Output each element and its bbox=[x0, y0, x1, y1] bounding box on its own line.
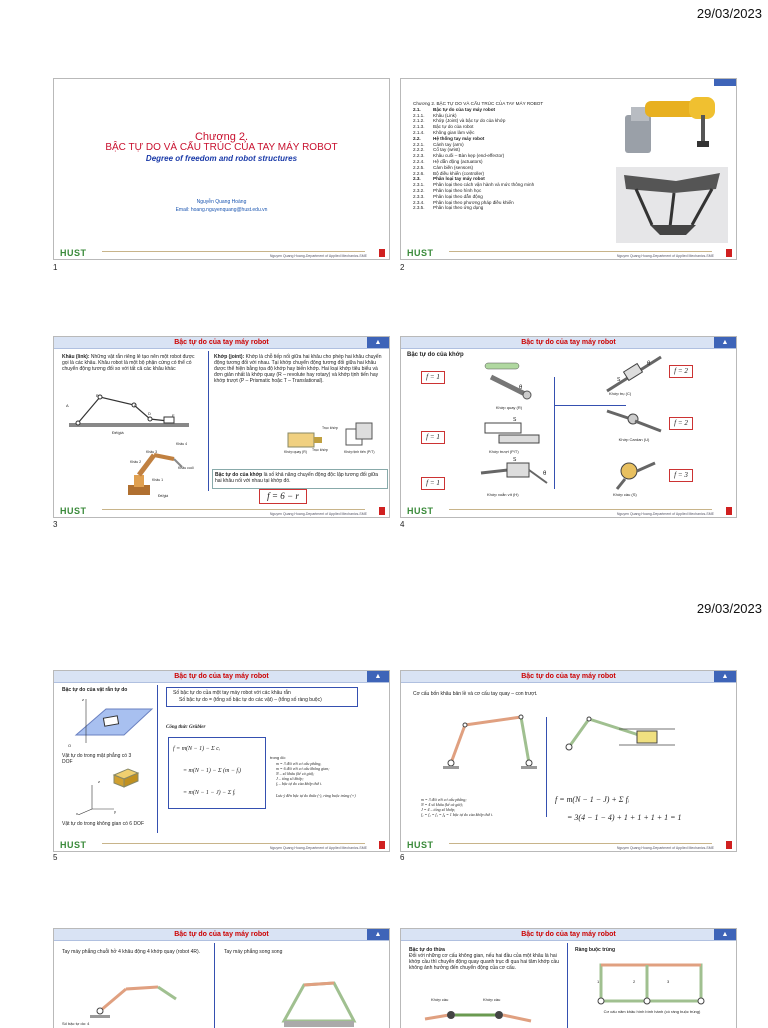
slide3-number: 3 bbox=[53, 520, 58, 529]
slide4-number: 4 bbox=[400, 520, 405, 529]
axis-o: O bbox=[68, 743, 72, 748]
toc-item-number: 2.1.2. bbox=[413, 118, 425, 124]
label-E: E bbox=[172, 413, 175, 418]
slide6-legend bbox=[421, 797, 541, 817]
divider bbox=[567, 943, 568, 1028]
num-3: 3 bbox=[667, 979, 670, 984]
toc-item bbox=[413, 205, 603, 211]
divider-vertical bbox=[554, 377, 555, 489]
slide5-footer bbox=[54, 839, 389, 851]
label-cylindrical: Khớp trụ (C) bbox=[609, 391, 632, 396]
slide7-bottom-text: Số bậc tự do: 4 bbox=[62, 1021, 90, 1026]
corner-mark-icon bbox=[714, 79, 736, 86]
divider bbox=[157, 685, 158, 833]
footer-logo-icon bbox=[726, 507, 732, 515]
page-date-middle: 29/03/2023 bbox=[696, 601, 762, 616]
toc-item-number: 2.2. bbox=[413, 135, 421, 141]
toc-item-text: Bậc tự do của tay máy robot bbox=[433, 106, 496, 112]
label-B: B bbox=[96, 393, 99, 398]
scara-robot-icon bbox=[621, 89, 731, 159]
slide1-title-line1: Chương 2. bbox=[194, 131, 249, 143]
f-helical: f = 1 bbox=[421, 477, 445, 490]
sym-theta-3: θ bbox=[543, 471, 547, 477]
grubler-box bbox=[168, 737, 266, 809]
slide5-header: Bậc tự do của tay máy robot bbox=[54, 671, 389, 683]
label-pri-joint: Khớp tịnh tiến (P/T) bbox=[344, 450, 375, 454]
notes-remark: Lưu ý đến bậc tự do thừa (-), ràng buộc trùng (+) bbox=[276, 793, 356, 798]
footer-logo-icon bbox=[726, 249, 732, 257]
slide-8 bbox=[400, 928, 737, 1028]
plane-body-diagram bbox=[66, 695, 154, 747]
axis-z2: z bbox=[98, 779, 100, 784]
toc-item-number: 2.3.2. bbox=[413, 187, 425, 193]
footer-logo-icon bbox=[726, 841, 732, 849]
label-cardan: Khớp Cardan (U) bbox=[618, 437, 650, 442]
label-rev-joint: Khớp quay (R) bbox=[284, 450, 307, 454]
slide-3 bbox=[53, 336, 390, 518]
footer-line bbox=[449, 509, 712, 510]
slide-6 bbox=[400, 670, 737, 852]
toc-item-text: Phân loại theo phương pháp điều khiển bbox=[433, 199, 514, 205]
page-date-top: 29/03/2023 bbox=[696, 6, 762, 21]
hust-logo: HUST bbox=[407, 506, 434, 516]
footer-line bbox=[102, 251, 365, 252]
f-cardan: f = 2 bbox=[669, 417, 693, 430]
footer-line bbox=[102, 509, 365, 510]
num-1: 1 bbox=[597, 979, 600, 984]
toc-item-number: 2.3.1. bbox=[413, 182, 425, 188]
toc-item-text: Hệ thống tay máy robot bbox=[433, 135, 485, 141]
slide-7 bbox=[53, 928, 390, 1028]
sym-theta-1: θ bbox=[519, 385, 523, 391]
slide2-number: 2 bbox=[400, 263, 405, 272]
slide2-footer bbox=[401, 247, 736, 259]
label-spherical: Khớp cầu (S) bbox=[613, 492, 637, 497]
label-k3: Khâu 3 bbox=[146, 450, 158, 454]
slide2-toc bbox=[413, 101, 603, 211]
toc-item-number: 2.1.1. bbox=[413, 112, 425, 118]
slide5-number: 5 bbox=[53, 853, 58, 862]
label-k2: Khâu 2 bbox=[130, 460, 142, 464]
slide6-formula-2: = 3(4 − 1 − 4) + 1 + 1 + 1 + 1 = 1 bbox=[567, 813, 682, 822]
divider bbox=[214, 943, 215, 1028]
slide1-email: Email: hoang.nguyenquang@hust.edu.vn bbox=[175, 207, 268, 213]
slide8-left-text: Đối với những cơ cấu không gian, nếu hai đầu của một khâu là hai khớp cầu thì chuyển động quay quanh trục đi qua hai tâm khớp cầu không ảnh hưởng đến chuyển động của cơ cấu. bbox=[409, 953, 559, 971]
slide6-top-text: Cơ cấu bốn khâu bản lề và cơ cấu tay quay – con trượt. bbox=[413, 691, 538, 697]
slide8-right-text: Cơ cấu năm khâu hình bình hành (có ràng buộc trùng) bbox=[603, 1009, 701, 1014]
toc-item-text: Chương 2. BẬC TỰ DO VÀ CẤU TRÚC CỦA TAY MÁY ROBOT bbox=[413, 101, 544, 106]
hust-logo: HUST bbox=[60, 840, 87, 850]
toc-item-text: Cổ tay (wrist) bbox=[433, 147, 461, 153]
label-spherical-1: Khớp cầu bbox=[431, 997, 449, 1002]
footer-line bbox=[102, 843, 365, 844]
grubler-formula-3: = m(N − 1 − J) − Σ fᵢ bbox=[183, 790, 236, 796]
redundant-dof-diagram bbox=[421, 1005, 541, 1028]
slide5-plane-text: Vật tự do trong mặt phẳng có 3 DOF bbox=[62, 753, 132, 765]
hust-logo: HUST bbox=[60, 506, 87, 516]
slide7-right-text: Tay máy phẳng song song bbox=[224, 949, 283, 955]
toc-item-text: Phân loại tay máy robot bbox=[433, 176, 485, 182]
toc-item-number: 2.2.3. bbox=[413, 153, 425, 159]
toc-item-number: 2.1.3. bbox=[413, 124, 425, 130]
slide-1 bbox=[53, 78, 390, 260]
dof-formula: f = 6 − r bbox=[259, 489, 307, 504]
corner-mark-icon: ▲ bbox=[367, 337, 389, 348]
footer-logo-icon bbox=[379, 841, 385, 849]
slide-5 bbox=[53, 670, 390, 852]
label-k4: Khâu 4 bbox=[176, 442, 188, 446]
slide3-dof-text: Bậc tự do của khớp là số khả năng chuyển động độc lập tương đối giữa hai khâu nối với nhau tại khớp đó. bbox=[215, 472, 379, 484]
hust-logo: HUST bbox=[407, 840, 434, 850]
slide1-title-line2: BẬC TỰ DO VÀ CẤU TRÚC CỦA TAY MÁY ROBOT bbox=[105, 142, 338, 153]
toc-item-number: 2.3.4. bbox=[413, 199, 425, 205]
slide-4 bbox=[400, 336, 737, 518]
cardan-joint-icon bbox=[601, 401, 667, 437]
toc-item-number: 2.3. bbox=[413, 176, 421, 182]
note-line: N – số khâu (kể cả giá); bbox=[276, 771, 315, 776]
axis-y: y bbox=[114, 809, 116, 814]
axis-x: x bbox=[76, 811, 78, 816]
sym-s-2: S bbox=[513, 417, 517, 423]
toc-item-text: Cánh tay (arm) bbox=[433, 141, 464, 147]
toc-item-text: Khâu cuối – Bàn kẹp (end-effector) bbox=[433, 153, 505, 159]
slide6-number: 6 bbox=[400, 853, 405, 862]
num-2: 2 bbox=[633, 979, 636, 984]
divider bbox=[546, 717, 547, 817]
toc-item-text: Khâu (Link) bbox=[433, 112, 457, 118]
slide6-formula-1: f = m(N − 1 − J) + Σ fᵢ bbox=[555, 795, 630, 804]
toc-item-text: Bậc tự do của robot bbox=[433, 124, 474, 130]
note-line: J – tổng số khớp; bbox=[276, 776, 304, 781]
slide5-left-title: Bậc tự do của vật rắn tự do bbox=[62, 687, 128, 693]
footer-credit: Nguyen Quang Hoang-Department of Applied Mechanics-SME bbox=[616, 846, 714, 850]
toc-item-number: 2.3.3. bbox=[413, 193, 425, 199]
label-A: A bbox=[66, 403, 69, 408]
toc-item-number: 2.3.5. bbox=[413, 205, 425, 211]
space-axes-diagram bbox=[68, 781, 118, 815]
sym-s-3: S bbox=[513, 457, 517, 463]
slide6-footer bbox=[401, 839, 736, 851]
label-D: D bbox=[148, 411, 151, 416]
spherical-joint-icon bbox=[607, 453, 657, 491]
toc-item-number: 2.2.2. bbox=[413, 147, 425, 153]
dof-definition-box bbox=[166, 687, 358, 707]
label-axis2: Trục khớp bbox=[312, 448, 328, 452]
label-base: Đế/giá bbox=[112, 430, 124, 435]
slide8-header: Bậc tự do của tay máy robot bbox=[401, 929, 736, 941]
slide4-title: Bậc tự do của khớp bbox=[407, 352, 464, 358]
toc-item-text: Không gian làm việc bbox=[433, 129, 475, 135]
slide8-right-title: Ràng buộc trùng bbox=[575, 947, 615, 953]
slide3-header: Bậc tự do của tay máy robot bbox=[54, 337, 389, 349]
delta-robot-icon bbox=[616, 167, 728, 243]
corner-mark-icon: ▲ bbox=[714, 929, 736, 940]
slide-2 bbox=[400, 78, 737, 260]
slide7-header: Bậc tự do của tay máy robot bbox=[54, 929, 389, 941]
slide1-number: 1 bbox=[53, 263, 58, 272]
f-spherical: f = 3 bbox=[669, 469, 693, 482]
legend-line: J = 4 – tổng số khớp; bbox=[421, 807, 456, 812]
slider-crank-diagram bbox=[559, 707, 679, 757]
toc-item-number: 2.2.1. bbox=[413, 141, 425, 147]
planar-4r-robot-diagram bbox=[84, 977, 204, 1023]
toc-item-number: 2.2.5. bbox=[413, 164, 425, 170]
slide3-joint-text: Khớp (joint): Khớp là chỗ tiếp nối giữa hai khâu cho phép hai khâu chuyển động tương đối với nhau. Tại khớp chuyển động tương đối giữa hai khâu được thể hiện bằng tọa độ khớp hay biến khớp. Hai loại khớp tiêu biểu và đơn giản nhất là khớp quay (R – revolute hay rotary) và khớp tịnh tiến hay khớp trượt (P – Prismatic hoặc T – Translational). bbox=[214, 354, 382, 384]
label-axis: Trục khớp bbox=[322, 426, 338, 430]
dof-box bbox=[212, 469, 388, 489]
grubler-formula-2: = m(N − 1) − Σ (m − fᵢ) bbox=[183, 768, 242, 774]
toc-item-text: Phân loại theo hình học bbox=[433, 187, 482, 193]
divider bbox=[208, 351, 209, 491]
hust-logo: HUST bbox=[407, 248, 434, 258]
parallelogram-linkage-diagram bbox=[591, 959, 711, 1007]
footer-logo-icon bbox=[379, 249, 385, 257]
corner-mark-icon: ▲ bbox=[714, 671, 736, 682]
label-k1: Khâu 1 bbox=[152, 478, 164, 482]
sym-theta-2: θ bbox=[647, 361, 651, 367]
footer-credit: Nguyen Quang Hoang-Department of Applied Mechanics-SME bbox=[616, 512, 714, 516]
f-revolute: f = 1 bbox=[421, 371, 445, 384]
toc-item-text: Cảm biến (sensors) bbox=[433, 164, 474, 170]
corner-mark-icon: ▲ bbox=[714, 337, 736, 348]
revolute-joint-icon bbox=[481, 355, 551, 403]
toc-item-text: Khớp (Joint) và bậc tự do của khớp bbox=[433, 118, 506, 124]
toc-item-number: 2.1. bbox=[413, 106, 421, 112]
slide8-left-title: Bậc tự do thừa bbox=[409, 947, 445, 953]
label-revolute: Khớp quay (R) bbox=[495, 405, 523, 410]
f-prismatic: f = 1 bbox=[421, 431, 445, 444]
hust-logo: HUST bbox=[60, 248, 87, 258]
toc-item-text: Phân loại theo cách vận hành và mức thông minh bbox=[433, 182, 535, 188]
slide4-footer bbox=[401, 505, 736, 517]
linkage-diagram bbox=[64, 387, 194, 437]
label-base2: Đế/giá bbox=[158, 494, 169, 498]
legend-line: m = 3 đối với cơ cấu phẳng; bbox=[421, 797, 467, 802]
label-kc: Khâu cuối bbox=[178, 466, 194, 470]
corner-mark-icon: ▲ bbox=[367, 671, 389, 682]
slide3-footer bbox=[54, 505, 389, 517]
note-line: m = 6 đối với cơ cấu không gian; bbox=[276, 766, 330, 771]
slide5-box-line2: Số bậc tự do = (tổng số bậc tự do các vật) – (tổng số ràng buộc) bbox=[179, 697, 322, 703]
axis-z: z bbox=[82, 697, 84, 702]
legend-line: f₁ = f₂ = f₃ = f₄ = 1 bậc tự do của khớp thứ i. bbox=[421, 812, 493, 817]
footer-line bbox=[449, 251, 712, 252]
footer-logo-icon bbox=[379, 507, 385, 515]
note-line: m = 3 đối với cơ cấu phẳng, bbox=[276, 761, 322, 766]
toc-item-number: 2.2.4. bbox=[413, 158, 425, 164]
footer-credit: Nguyen Quang Hoang-Department of Applied Mechanics-SME bbox=[269, 846, 367, 850]
slide1-footer bbox=[54, 247, 389, 259]
slide4-header: Bậc tự do của tay máy robot bbox=[401, 337, 736, 349]
slide1-subtitle: Degree of freedom and robot structures bbox=[145, 154, 298, 163]
slide7-left-text: Tay máy phẳng chuỗi hở 4 khâu động 4 khớp quay (robot 4R). bbox=[62, 949, 201, 955]
label-prismatic: Khớp trượt (P/T) bbox=[489, 449, 519, 454]
label-C: C bbox=[134, 403, 137, 408]
toc-item-number: 2.2.6. bbox=[413, 170, 425, 176]
slide3-link-text: Khâu (link): Những vật rắn riêng lẻ tạo nên một robot được gọi là các khâu. Khâu robot là một bộ phận cứng có thể có chuyển động tương đối so với tất cả các khâu khác bbox=[62, 354, 195, 372]
notes-list bbox=[276, 761, 386, 786]
toc-item-number: 2.1.4. bbox=[413, 129, 425, 135]
legend-line: N = 4 số khâu (kể cả giá); bbox=[421, 802, 464, 807]
toc-item-text: Phân loại theo ứng dụng bbox=[433, 205, 484, 211]
slide1-author: Nguyễn Quang Hoàng bbox=[196, 199, 247, 205]
slide6-header: Bậc tự do của tay máy robot bbox=[401, 671, 736, 683]
grubler-title: Công thức Grübler bbox=[166, 725, 206, 730]
toc-item-text: Phân loại theo dẫn động bbox=[433, 193, 483, 199]
footer-credit: Nguyen Quang Hoang-Department of Applied Mechanics-SME bbox=[269, 254, 367, 258]
footer-credit: Nguyen Quang Hoang-Department of Applied Mechanics-SME bbox=[616, 254, 714, 258]
slide5-box-line1: Số bậc tự do của một tay máy robot với các khâu rắn bbox=[173, 690, 291, 696]
sym-s-1: S bbox=[617, 377, 621, 383]
label-spherical-2: Khớp cầu bbox=[483, 997, 501, 1002]
f-cylindrical: f = 2 bbox=[669, 365, 693, 378]
toc-item-text: Bộ điều khiển (controller) bbox=[433, 170, 485, 176]
notes-title: trong đó: bbox=[270, 755, 286, 760]
corner-mark-icon: ▲ bbox=[367, 929, 389, 940]
note-line: fᵢ – bậc tự do của khớp thứ i. bbox=[276, 781, 322, 786]
footer-line bbox=[449, 843, 712, 844]
grubler-formula-1: f = m(N − 1) − Σ cᵢ bbox=[173, 746, 220, 752]
footer-credit: Nguyen Quang Hoang-Department of Applied Mechanics-SME bbox=[269, 512, 367, 516]
parallel-robot-diagram bbox=[254, 965, 374, 1028]
slide5-space-text: Vật tự do trong không gian có 6 DOF bbox=[62, 821, 145, 827]
label-helical: Khớp xoắn vít (H) bbox=[487, 492, 519, 497]
toc-item-text: Hệ dẫn động (actuators) bbox=[433, 158, 483, 164]
four-bar-linkage-diagram bbox=[441, 707, 541, 771]
